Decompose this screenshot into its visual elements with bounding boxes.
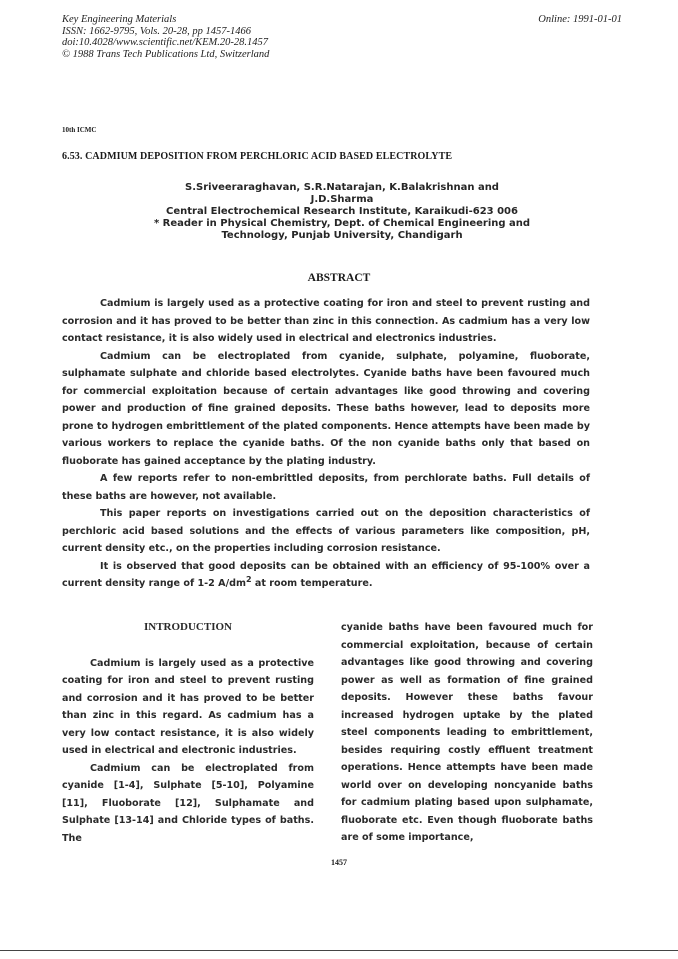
- affiliation-2-line-2: Technology, Punjab University, Chandigarh: [221, 230, 463, 241]
- intro-paragraph-continued: cyanide baths have been favoured much for commercial exploitation, because of certain advantages like good throwing and covering power as well as formation of fine grained deposits. However these baths favour increased hydrogen uptake by the plated steel components leading to embrittlement, besides requiring costly effluent treatment operations. Hence attempts have been made world over on developing noncyanide baths for cadmium plating based upon sulphamate, fluoborate etc. Even though fluoborate baths are of some importance,: [341, 622, 593, 843]
- abstract-paragraph: Cadmium is largely used as a protective coating for iron and steel to prevent rusting and corrosion and it has proved to be better than zinc in this connection. As cadmium has a very low contact resistance, it is also widely used in electrical and electronics industries.: [62, 298, 590, 344]
- intro-left-column: [62, 619, 314, 847]
- page-number: 1457: [331, 858, 347, 867]
- abstract-last-tail: at room temperature.: [251, 578, 373, 589]
- bottom-divider: [0, 950, 678, 951]
- issn-line: ISSN: 1662-9795, Vols. 20-28, pp 1457-1466: [62, 25, 251, 37]
- abstract-paragraph: This paper reports on investigations carried out on the deposition characteristics of perchloric acid based solutions and the effects of various parameters like composition, pH, current density etc., on the properties including corrosion resistance.: [62, 508, 590, 554]
- journal-header: [62, 14, 622, 60]
- intro-paragraph: Cadmium can be electroplated from cyanide [1-4], Sulphate [5-10], Polyamine [11], Fluoborate [12], Sulphamate and Sulphate [13-14] and Chloride types of baths. The: [62, 762, 314, 844]
- copyright-line: © 1988 Trans Tech Publications Ltd, Switzerland: [62, 48, 270, 60]
- authors-line-1: S.Sriveeraraghavan, S.R.Natarajan, K.Balakrishnan and: [185, 182, 499, 193]
- exponent: 2: [245, 574, 252, 584]
- abstract-paragraph: A few reports refer to non-embrittled deposits, from perchlorate baths. Full details of these baths are however, not available.: [62, 473, 590, 502]
- intro-paragraph: Cadmium is largely used as a protective coating for iron and steel to prevent rusting and corrosion and it has proved to be better than zinc in this regard. As cadmium has a very low contact resistance, it is also widely used in electrical and electronic industries.: [62, 657, 314, 756]
- doi-line: doi:10.4028/www.scientific.net/KEM.20-28.1457: [62, 37, 268, 48]
- affiliation-1: Central Electrochemical Research Institute, Karaikudi-623 006: [166, 206, 518, 217]
- online-date: Online: 1991-01-01: [538, 14, 622, 25]
- paper-title: 6.53. CADMIUM DEPOSITION FROM PERCHLORIC ACID BASED ELECTROLYTE: [62, 151, 453, 162]
- abstract-heading: ABSTRACT: [307, 272, 371, 284]
- authors-line-2: J.D.Sharma: [310, 194, 374, 205]
- intro-right-column: [341, 619, 593, 847]
- abstract-last-text: It is observed that good deposits can be obtained with an efficiency of 95-100% over a current density range of 1-2 A/dm: [62, 560, 590, 589]
- introduction-heading: INTRODUCTION: [143, 621, 232, 633]
- abstract-body: [62, 295, 590, 593]
- author-block: [62, 182, 622, 242]
- footnote-star: *: [153, 218, 160, 229]
- abstract-paragraph: Cadmium can be electroplated from cyanide, sulphate, polyamine, fluoborate, sulphamate sulphate and chloride based electrolytes. Cyanide baths have been favoured much for commercial exploitation because of certain advantages like good throwing and covering power and production of fine grained deposits. These baths however, lead to deposits more prone to hydrogen embrittlement of the plated components. Hence attempts have been made by various workers to replace the cyanide baths. Of the non cyanide baths only that based on fluoborate has gained acceptance by the plating industry.: [62, 350, 590, 467]
- affiliation-2-line-1: Reader in Physical Chemistry, Dept. of Chemical Engineering and: [162, 218, 531, 229]
- conference-tag: 10th ICMC: [62, 126, 97, 134]
- journal-name: Key Engineering Materials: [62, 14, 177, 25]
- abstract-paragraph-last: [62, 558, 590, 593]
- affiliation-2: [62, 218, 622, 230]
